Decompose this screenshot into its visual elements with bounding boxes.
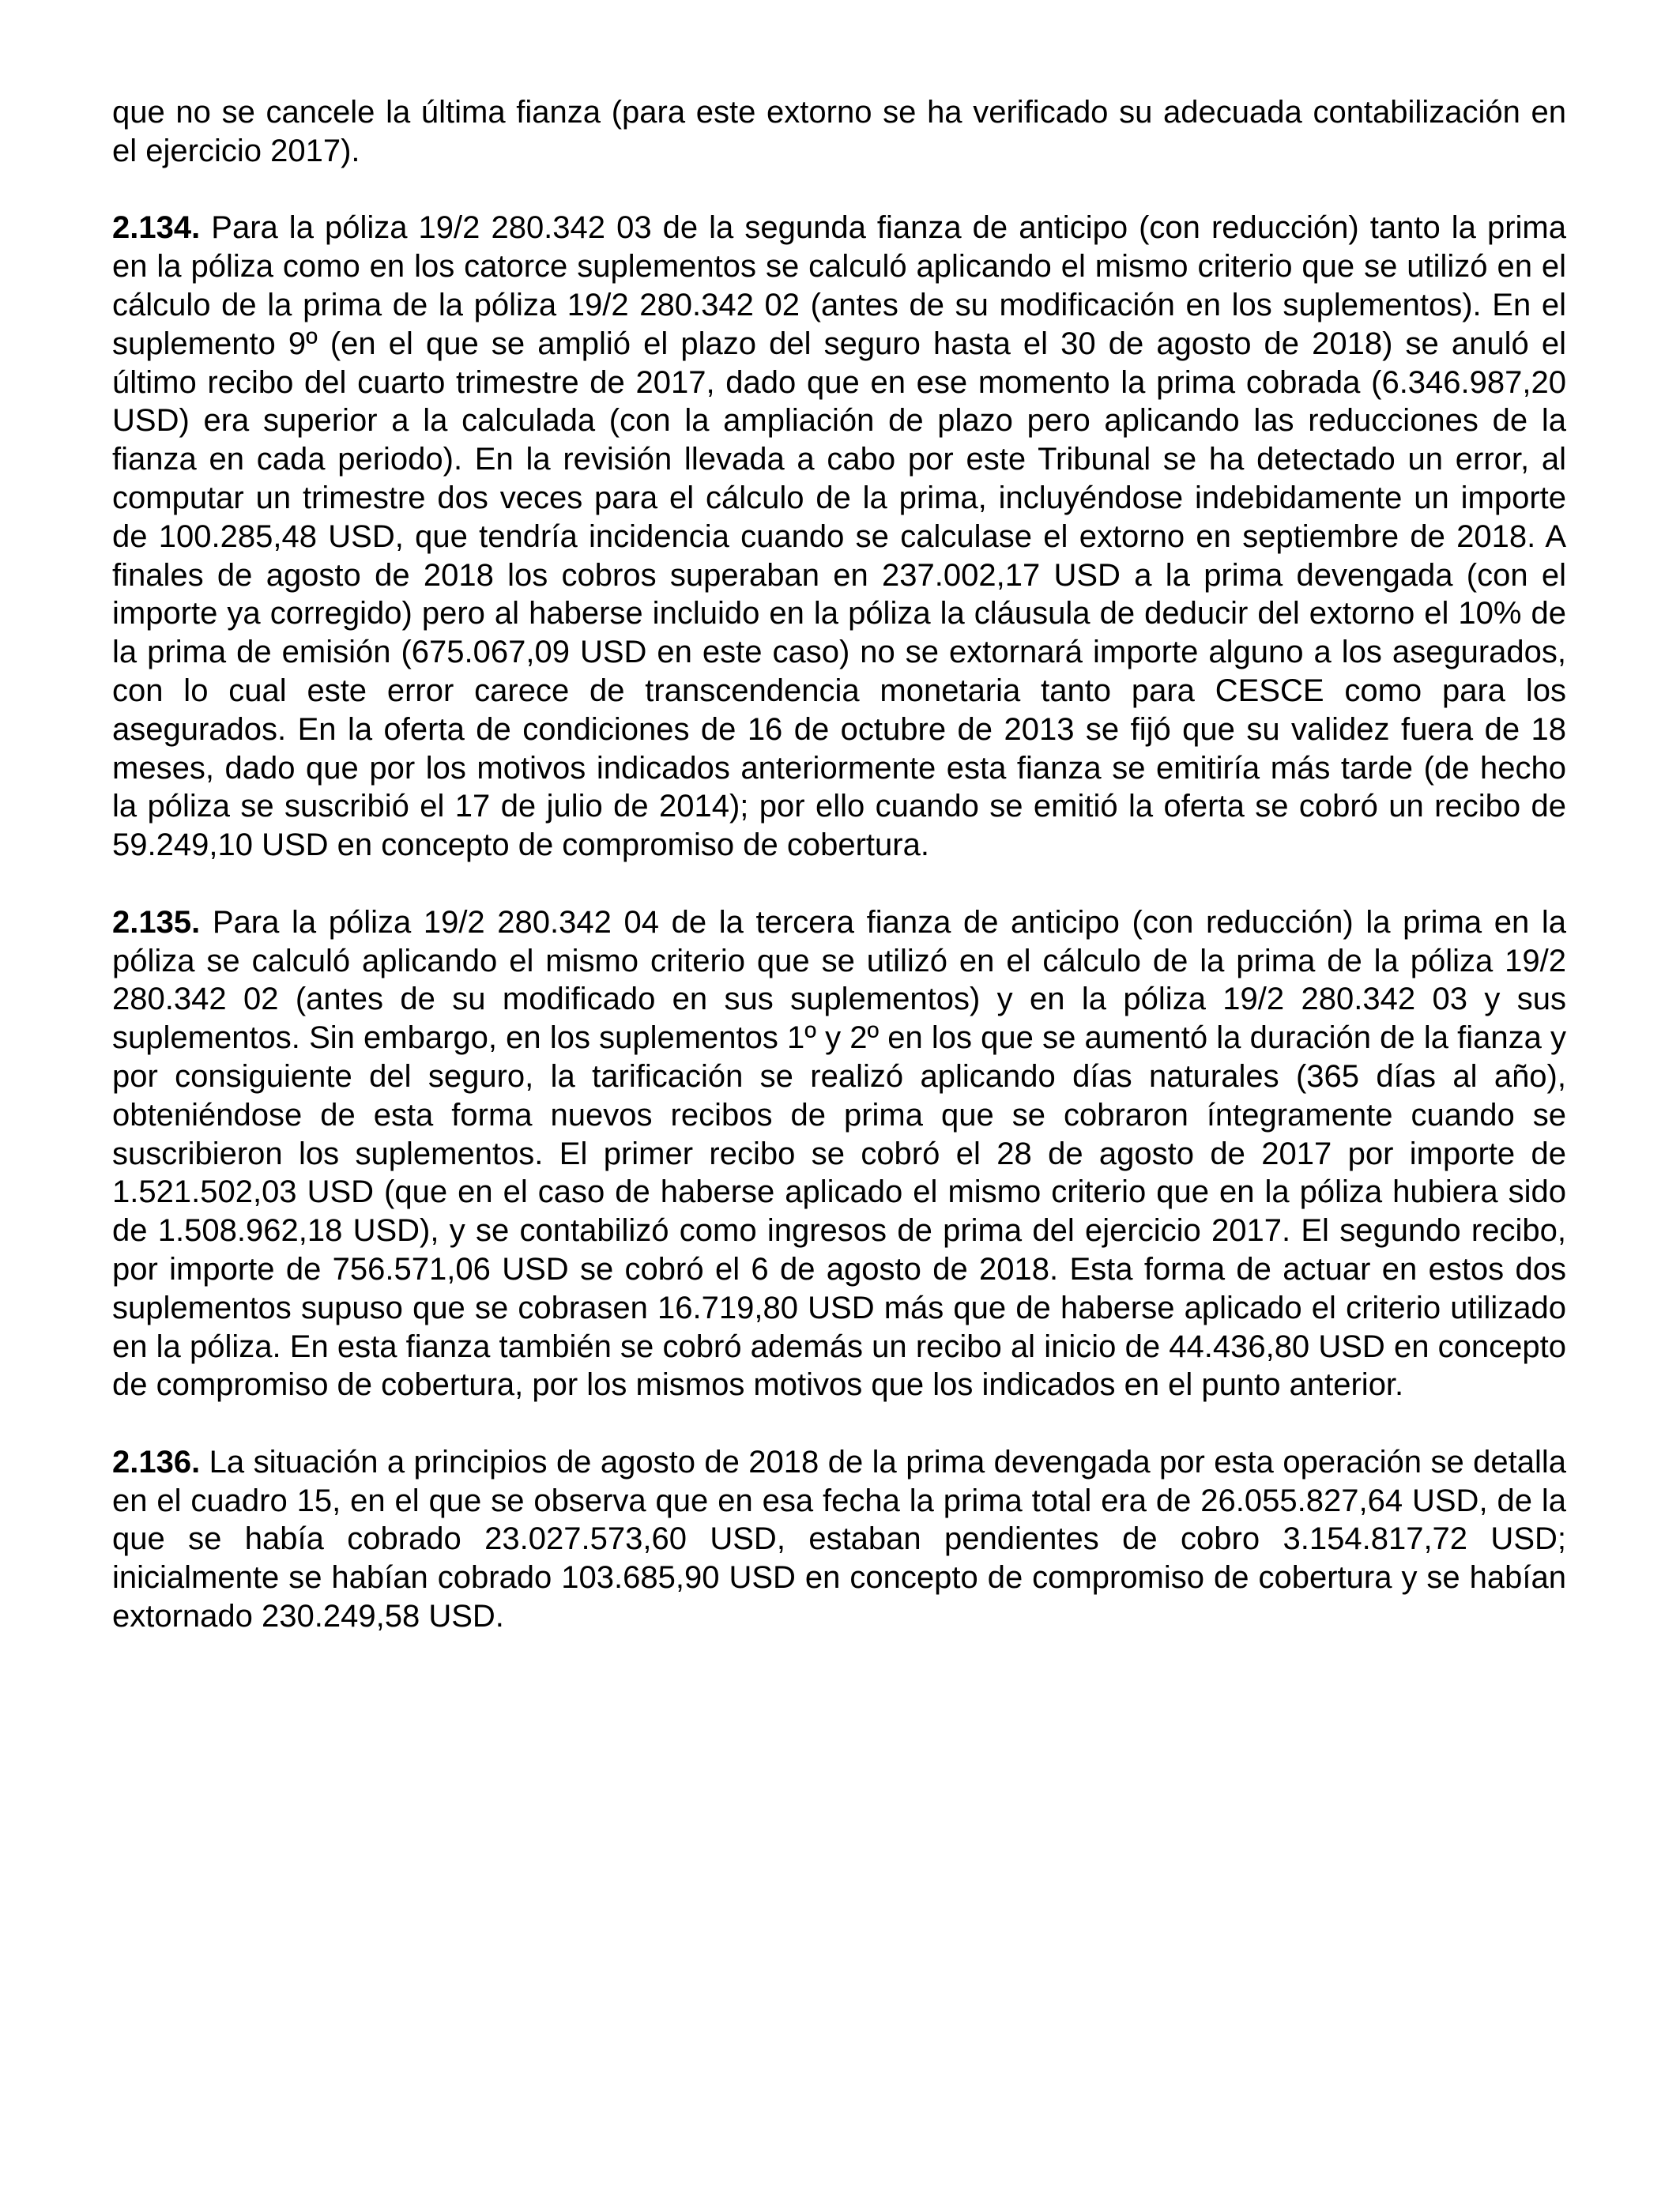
document-page <box>112 93 1566 1675</box>
paragraph-number: 2.134. <box>112 210 201 246</box>
paragraph-number: 2.136. <box>112 1444 201 1480</box>
paragraph-2-136 <box>112 1443 1566 1636</box>
paragraph-text: Para la póliza 19/2 280.342 04 de la tercera fianza de anticipo (con reducción) la prima en la póliza se calculó aplicando el mismo criterio que se utilizó en el cálculo de la prima de la póliza 19/2 280.342 02 (antes de su modificado en sus suplementos) y en la póliza 19/2 280.342 03 y sus suplementos. Sin embargo, en los suplementos 1º y 2º en los que se aumentó la duración de la fianza y por consiguiente del seguro, la tarificación se realizó aplicando días naturales (365 días al año), obteniéndose de esta forma nuevos recibos de prima que se cobraron íntegramente cuando se suscribieron los suplementos. El primer recibo se cobró el 28 de agosto de 2017 por importe de 1.521.502,03 USD (que en el caso de haberse aplicado el mismo criterio que en la póliza hubiera sido de 1.508.962,18 USD), y se contabilizó como ingresos de prima del ejercicio 2017. El segundo recibo, por importe de 756.571,06 USD se cobró el 6 de agosto de 2018. Esta forma de actuar en estos dos suplementos supuso que se cobrasen 16.719,80 USD más que de haberse aplicado el criterio utilizado en la póliza. En esta fianza también se cobró además un recibo al inicio de 44.436,80 USD en concepto de compromiso de cobertura, por los mismos motivos que los indicados en el punto anterior. <box>112 904 1566 1403</box>
paragraph-number: 2.135. <box>112 904 201 940</box>
paragraph-text: Para la póliza 19/2 280.342 03 de la segunda fianza de anticipo (con reducción) tanto la prima en la póliza como en los catorce suplementos se calculó aplicando el mismo criterio que se utilizó en el cálculo de la prima de la póliza 19/2 280.342 02 (antes de su modificación en los suplementos). En el suplemento 9º (en el que se amplió el plazo del seguro hasta el 30 de agosto de 2018) se anuló el último recibo del cuarto trimestre de 2017, dado que en ese momento la prima cobrada (6.346.987,20 USD) era superior a la calculada (con la ampliación de plazo pero aplicando las reducciones de la fianza en cada periodo). En la revisión llevada a cabo por este Tribunal se ha detectado un error, al computar un trimestre dos veces para el cálculo de la prima, incluyéndose indebidamente un importe de 100.285,48 USD, que tendría incidencia cuando se calculase el extorno en septiembre de 2018. A finales de agosto de 2018 los cobros superaban en 237.002,17 USD a la prima devengada (con el importe ya corregido) pero al haberse incluido en la póliza la cláusula de deducir del extorno el 10% de la prima de emisión (675.067,09 USD en este caso) no se extornará importe alguno a los asegurados, con lo cual este error carece de transcendencia monetaria tanto para CESCE como para los asegurados. En la oferta de condiciones de 16 de octubre de 2013 se fijó que su validez fuera de 18 meses, dado que por los motivos indicados anteriormente esta fianza se emitiría más tarde (de hecho la póliza se suscribió el 17 de julio de 2014); por ello cuando se emitió la oferta se cobró un recibo de 59.249,10 USD en concepto de compromiso de cobertura. <box>112 210 1566 863</box>
paragraph-text: que no se cancele la última fianza (para este extorno se ha verificado su adecuada contabilización en el ejercicio 2017). <box>112 95 1566 168</box>
paragraph-text: La situación a principios de agosto de 2018 de la prima devengada por esta operación se detalla en el cuadro 15, en el que se observa que en esa fecha la prima total era de 26.055.827,64 USD, de la que se había cobrado 23.027.573,60 USD, estaban pendientes de cobro 3.154.817,72 USD; inicialmente se habían cobrado 103.685,90 USD en concepto de compromiso de cobertura y se habían extornado 230.249,58 USD. <box>112 1444 1566 1634</box>
paragraph-2-134 <box>112 209 1566 865</box>
paragraph-2-135 <box>112 903 1566 1404</box>
paragraph-continuation <box>112 93 1566 171</box>
